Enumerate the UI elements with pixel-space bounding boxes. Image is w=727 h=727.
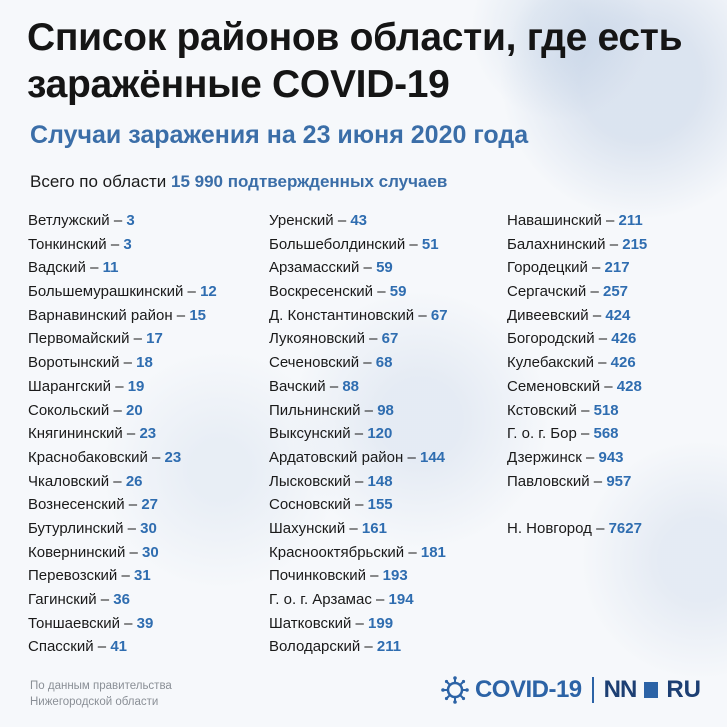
district-row [28, 375, 217, 399]
district-separator: – [576, 425, 594, 443]
district-case-count: 3 [126, 212, 135, 229]
district-case-count: 3 [123, 235, 132, 253]
district-name: Арзамасский [269, 259, 360, 277]
district-case-count: 257 [603, 283, 629, 301]
district-case-count: 59 [389, 283, 407, 301]
district-case-count: 943 [598, 448, 624, 466]
district-row [28, 564, 217, 588]
district-name: Большемурашкинский [28, 283, 184, 301]
district-name: Навашинский [507, 212, 602, 229]
district-separator: – [360, 401, 378, 419]
subtitle: Случаи заражения на 23 июня 2020 года [30, 121, 529, 149]
district-separator: – [359, 259, 377, 277]
district-case-count: 27 [141, 496, 159, 514]
district-row [28, 280, 217, 304]
district-name: Г. о. г. Арзамас [269, 591, 372, 608]
district-case-count: 120 [367, 425, 393, 443]
district-name: Вачский [269, 377, 326, 395]
district-name: Ардатовский район [269, 448, 404, 466]
district-row [28, 588, 217, 612]
district-row [269, 351, 448, 375]
district-name: Гагинский [28, 591, 97, 608]
district-column-1 [28, 209, 217, 659]
district-row [269, 470, 448, 494]
district-name: Кстовский [507, 401, 577, 419]
district-name: Выксунский [269, 425, 351, 443]
brand-ru: RU [666, 676, 701, 703]
district-row [269, 256, 448, 280]
district-row [269, 588, 448, 612]
district-case-count: 426 [610, 354, 636, 372]
district-separator: – [365, 567, 383, 585]
district-case-count: 41 [110, 638, 127, 656]
district-name: Сергачский [507, 283, 587, 301]
district-case-count: 568 [593, 425, 619, 443]
district-row [507, 233, 647, 257]
source-line-1: По данным правительства [30, 680, 172, 692]
district-name: Балахнинский [507, 235, 606, 253]
district-name: Краснооктябрьский [269, 543, 405, 561]
district-name: Кулебакский [507, 354, 594, 372]
source-line-2: Нижегородской области [30, 696, 159, 708]
district-separator: – [576, 401, 594, 419]
virus-icon [441, 676, 469, 704]
district-separator: – [147, 448, 165, 466]
district-case-count: 43 [350, 212, 368, 229]
total-label: Всего по области [30, 172, 167, 191]
district-case-count: 194 [388, 591, 414, 608]
district-separator: – [123, 519, 141, 537]
district-name: Пильнинский [269, 401, 361, 419]
district-case-count: 181 [420, 543, 446, 561]
district-name: Сеченовский [269, 354, 360, 372]
district-separator: – [109, 401, 126, 419]
total-value: 15 990 подтвержденных случаев [171, 172, 448, 191]
district-row [28, 256, 217, 280]
district-row [28, 493, 217, 517]
district-row [507, 446, 647, 470]
district-row [269, 327, 448, 351]
district-separator: – [404, 543, 421, 561]
district-separator: – [93, 638, 111, 656]
district-name: Перевозский [28, 567, 118, 585]
district-row [507, 470, 647, 494]
district-name: Починковский [269, 567, 366, 585]
district-separator: – [85, 259, 103, 277]
district-case-count: 18 [136, 354, 153, 372]
district-case-count: 59 [376, 259, 393, 277]
district-name: Вадский [28, 259, 86, 277]
district-row [28, 209, 217, 233]
brand-square-icon [644, 682, 658, 698]
district-name: Тоншаевский [28, 614, 120, 632]
district-row [28, 446, 217, 470]
district-separator: – [589, 472, 607, 490]
district-separator: – [125, 543, 143, 561]
district-case-count: 15 [189, 306, 206, 324]
district-row [269, 280, 448, 304]
district-separator: – [109, 472, 126, 490]
district-separator: – [345, 519, 362, 537]
district-name: Ветлужский [28, 212, 110, 229]
district-name: Павловский [507, 472, 590, 490]
district-name: Лукояновский [269, 330, 365, 348]
district-name: Чкаловский [28, 472, 110, 490]
district-case-count: 23 [139, 425, 157, 443]
district-separator: – [117, 567, 134, 585]
district-separator: – [403, 448, 420, 466]
district-name: Первомайский [28, 330, 130, 348]
district-case-count: 211 [376, 638, 402, 656]
district-separator: – [414, 306, 431, 324]
district-row [507, 517, 647, 541]
district-row [28, 327, 217, 351]
page-title [27, 14, 707, 108]
district-separator: – [371, 591, 389, 608]
district-row [269, 612, 448, 636]
district-name: Сокольский [28, 401, 110, 419]
district-name: Большеболдинский [269, 235, 406, 253]
district-separator: – [405, 235, 422, 253]
district-case-count: 67 [430, 306, 448, 324]
district-separator: – [119, 354, 137, 372]
district-separator: – [106, 235, 124, 253]
district-separator: – [109, 212, 127, 229]
district-case-count: 148 [367, 472, 393, 490]
district-case-count: 161 [361, 519, 387, 537]
district-name: Дивеевский [507, 306, 589, 324]
district-separator: – [350, 496, 368, 514]
district-row [269, 209, 448, 233]
district-case-count: 428 [616, 377, 642, 395]
district-case-count: 193 [382, 567, 408, 585]
district-column-2 [269, 209, 448, 659]
district-separator: – [600, 377, 617, 395]
district-separator: – [333, 212, 351, 229]
district-row [28, 422, 217, 446]
district-separator: – [129, 330, 147, 348]
district-separator: – [124, 496, 142, 514]
district-separator: – [594, 330, 612, 348]
source-note [30, 678, 230, 710]
district-row [269, 541, 448, 565]
district-case-count: 20 [126, 401, 143, 419]
brand-nn: NN [603, 676, 637, 703]
district-name: Г. о. г. Бор [507, 425, 577, 443]
brand-logo [441, 670, 701, 710]
district-row [507, 256, 647, 280]
district-case-count: 199 [368, 614, 394, 632]
district-case-count: 51 [421, 235, 439, 253]
district-row [28, 517, 217, 541]
district-name: Воротынский [28, 354, 120, 372]
district-case-count: 68 [375, 354, 393, 372]
district-name: Богородский [507, 330, 595, 348]
district-row [269, 564, 448, 588]
district-row [28, 351, 217, 375]
district-case-count: 98 [377, 401, 394, 419]
brand-divider [592, 677, 594, 703]
district-name: Н. Новгород [507, 519, 592, 537]
district-separator: – [119, 614, 137, 632]
district-case-count: 31 [134, 567, 151, 585]
district-case-count: 7627 [608, 519, 642, 537]
district-name: Сосновский [269, 496, 351, 514]
district-separator: – [359, 354, 376, 372]
district-row [269, 233, 448, 257]
district-name: Княгининский [28, 425, 123, 443]
district-row [269, 446, 448, 470]
district-separator: – [605, 235, 623, 253]
district-row [28, 541, 217, 565]
district-row [507, 422, 647, 446]
total-cases [30, 172, 447, 192]
district-row [507, 351, 647, 375]
district-separator: – [360, 638, 377, 656]
district-case-count: 17 [146, 330, 163, 348]
district-case-count: 144 [419, 448, 446, 466]
district-separator: – [96, 591, 114, 608]
district-name: Уренский [269, 212, 334, 229]
district-name: Шарангский [28, 377, 112, 395]
district-separator: – [111, 377, 128, 395]
district-case-count: 957 [606, 472, 632, 490]
district-row [507, 375, 647, 399]
district-separator: – [591, 519, 609, 537]
district-column-3 [507, 209, 647, 541]
district-name: Ковернинский [28, 543, 126, 561]
district-name: Шахунский [269, 519, 346, 537]
district-case-count: 518 [593, 401, 619, 419]
district-case-count: 217 [604, 259, 630, 277]
district-separator: – [581, 448, 599, 466]
title-line-2: заражённые COVID-19 [27, 63, 450, 106]
district-separator: – [373, 283, 390, 301]
district-separator: – [351, 614, 369, 632]
district-name: Варнавинский район [28, 306, 173, 324]
district-name: Лысковский [269, 472, 351, 490]
district-row [28, 304, 217, 328]
district-row [507, 399, 647, 423]
district-row [269, 517, 448, 541]
district-case-count: 30 [140, 519, 157, 537]
district-case-count: 26 [125, 472, 143, 490]
district-case-count: 67 [381, 330, 399, 348]
district-case-count: 424 [605, 306, 631, 324]
district-case-count: 12 [200, 283, 217, 301]
district-separator: – [122, 425, 140, 443]
district-row [269, 375, 448, 399]
district-name: Семеновский [507, 377, 601, 395]
district-case-count: 211 [618, 212, 643, 229]
district-separator: – [350, 472, 368, 490]
district-separator: – [364, 330, 382, 348]
district-name: Д. Константиновский [269, 306, 415, 324]
district-row [507, 327, 647, 351]
district-name: Дзержинск [507, 448, 582, 466]
district-case-count: 88 [342, 377, 360, 395]
district-separator: – [183, 283, 201, 301]
district-name: Краснобаковский [28, 448, 148, 466]
district-row [28, 635, 217, 659]
district-name: Спасский [28, 638, 94, 656]
district-row [507, 280, 647, 304]
district-name: Вознесенский [28, 496, 125, 514]
district-case-count: 39 [136, 614, 154, 632]
district-case-count: 155 [367, 496, 393, 514]
district-separator: – [586, 283, 603, 301]
district-case-count: 11 [102, 259, 119, 277]
district-name: Воскресенский [269, 283, 374, 301]
district-case-count: 30 [142, 543, 159, 561]
district-row [28, 470, 217, 494]
district-row [269, 493, 448, 517]
district-separator: – [593, 354, 611, 372]
district-case-count: 215 [622, 235, 648, 253]
district-row [269, 304, 448, 328]
district-row [507, 304, 647, 328]
district-separator: – [587, 259, 605, 277]
title-line-1: Список районов области, где есть [27, 16, 683, 59]
district-row [28, 399, 217, 423]
district-separator: – [350, 425, 368, 443]
district-case-count: 23 [164, 448, 182, 466]
district-case-count: 36 [113, 591, 130, 608]
district-separator: – [588, 306, 606, 324]
district-row [269, 635, 448, 659]
district-name: Тонкинский [28, 235, 107, 253]
district-row [269, 422, 448, 446]
district-separator: – [601, 212, 619, 229]
district-row [28, 612, 217, 636]
district-row [269, 399, 448, 423]
district-row [28, 233, 217, 257]
district-case-count: 426 [611, 330, 637, 348]
district-name: Шатковский [269, 614, 352, 632]
district-separator: – [325, 377, 343, 395]
brand-covid: COVID-19 [474, 676, 582, 703]
district-name: Володарский [269, 638, 361, 656]
district-name: Бутурлинский [28, 519, 124, 537]
district-case-count: 19 [127, 377, 145, 395]
district-separator: – [172, 306, 190, 324]
district-row [507, 209, 647, 233]
district-name: Городецкий [507, 259, 588, 277]
